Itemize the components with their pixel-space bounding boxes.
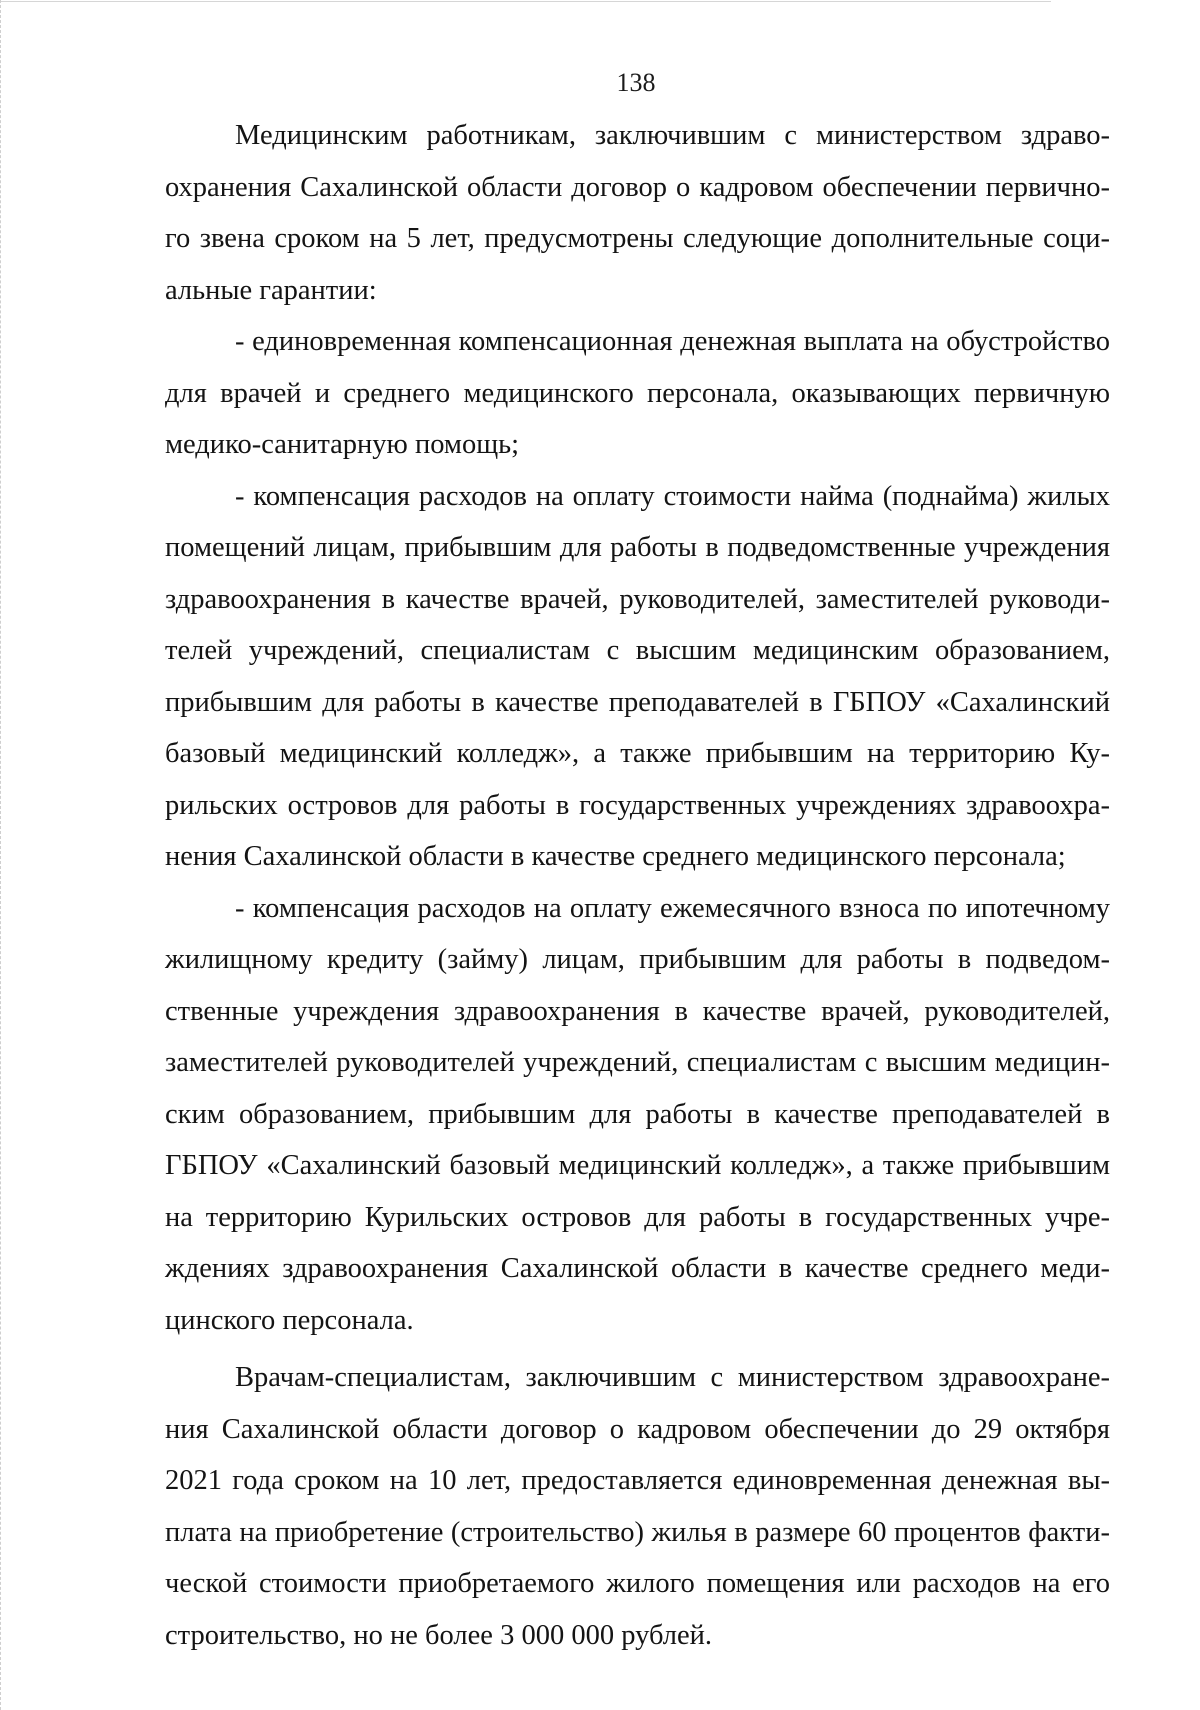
paragraph-rent-compensation: - компенсация расходов на оплату стоимости найма (поднайма) жилых помещений лицам, прибывшим для работы в подведомственные учреждения здравоохранения в качестве врачей, руководителей, заместителей руководителей учреждений, специалистам с высшим медицинским образованием, прибывшим для работы в качестве преподавателей в ГБПОУ «Сахалинский базовый медицинский колледж», а также прибывшим на территорию Курильских островов для работы в государственных учреждениях здравоохранения Сахалинской области в качестве среднего медицинского персонала; bbox=[165, 480, 1110, 872]
paragraph-housing-payment: Врачам-специалистам, заключившим с министерством здравоохранения Сахалинской области договор о кадровом обеспечении до 29 октября 2021 года сроком на 10 лет, предоставляется единовременная денежная выплата на приобретение (строительство) жилья в размере 60 процентов фактической стоимости приобретаемого жилого помещения или расходов на его строительство, но не более 3 000 000 рублей. bbox=[165, 1362, 1110, 1651]
paragraph-lump-sum-payment: - единовременная компенсационная денежная выплата на обустройство для врачей и среднего медицинского персонала, оказывающих первичную медико-санитарную помощь; bbox=[165, 326, 1110, 460]
paragraph-intro-guarantees: Медицинским работникам, заключившим с министерством здравоохранения Сахалинской области договор о кадровом обеспечении первичного звена сроком на 5 лет, предусмотрены следующие дополнительные социальные гарантии: bbox=[165, 120, 1110, 306]
page-number: 138 bbox=[616, 68, 656, 97]
document-body bbox=[165, 110, 1110, 1661]
paragraph-mortgage-compensation: - компенсация расходов на оплату ежемесячного взноса по ипотечному жилищному кредиту (займу) лицам, прибывшим для работы в подведомственные учреждения здравоохранения в качестве врачей, руководителей, заместителей руководителей учреждений, специалистам с высшим медицинским образованием, прибывшим для работы в качестве преподавателей в ГБПОУ «Сахалинский базовый медицинский колледж», а также прибывшим на территорию Курильских островов для работы в государственных учреждениях здравоохранения Сахалинской области в качестве среднего медицинского персонала. bbox=[165, 892, 1110, 1336]
top-edge-rule bbox=[1, 1, 1051, 2]
